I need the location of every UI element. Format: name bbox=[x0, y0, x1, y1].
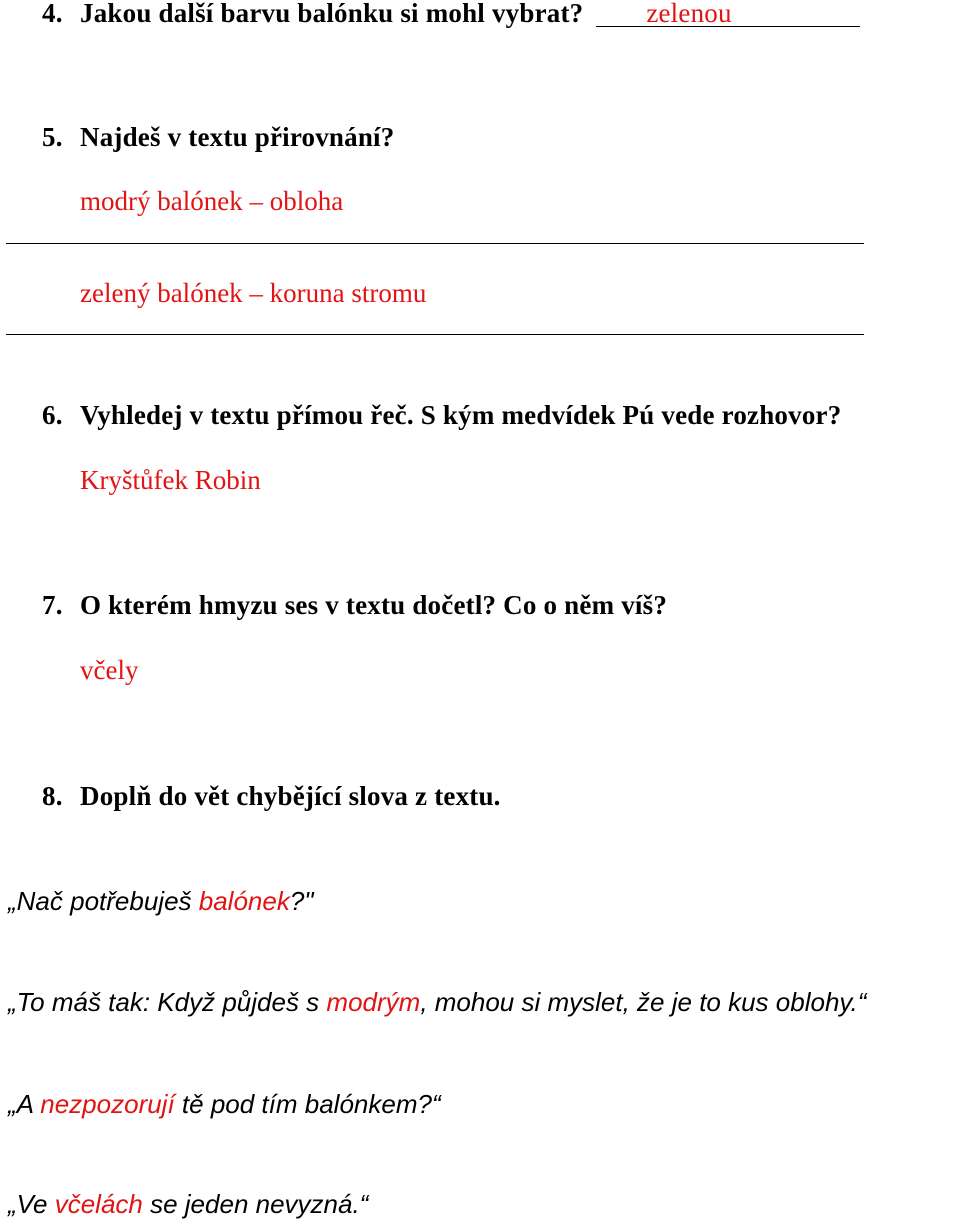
question-5 bbox=[42, 122, 394, 153]
question-number: 8. bbox=[42, 781, 63, 811]
question-number: 4. bbox=[42, 0, 63, 28]
question-number: 6. bbox=[42, 400, 63, 430]
question-text: Vyhledej v textu přímou řeč. S kým medvídek Pú vede rozhovor? bbox=[80, 400, 842, 430]
sentence-3 bbox=[8, 1089, 441, 1120]
question-6 bbox=[42, 400, 841, 431]
sentence-text: ?" bbox=[289, 886, 314, 916]
sentence-4 bbox=[8, 1189, 368, 1220]
answer-blank[interactable] bbox=[596, 0, 860, 27]
question-text: Doplň do vět chybějící slova z textu. bbox=[80, 781, 501, 811]
answer-line[interactable] bbox=[6, 334, 864, 335]
sentence-1 bbox=[8, 886, 314, 917]
question-text: O kterém hmyzu ses v textu dočetl? Co o něm víš? bbox=[80, 590, 668, 620]
answer-text: zelenou bbox=[646, 0, 732, 28]
sentence-text: , mohou si myslet, že je to kus oblohy.“ bbox=[420, 987, 867, 1017]
sentence-2 bbox=[8, 987, 866, 1018]
filled-word: modrým bbox=[326, 987, 421, 1017]
filled-word: nezpozorují bbox=[40, 1089, 175, 1119]
filled-word: včelách bbox=[54, 1189, 143, 1219]
sentence-text: „Ve bbox=[8, 1189, 55, 1219]
question-7 bbox=[42, 590, 667, 621]
filled-word: balónek bbox=[198, 886, 290, 916]
question-8 bbox=[42, 781, 501, 812]
answer-line[interactable] bbox=[6, 243, 864, 244]
sentence-text: „A bbox=[8, 1089, 41, 1119]
question-number: 5. bbox=[42, 122, 63, 152]
sentence-text: tě pod tím balónkem?“ bbox=[174, 1089, 441, 1119]
answer-2: zelený balónek – koruna stromu bbox=[80, 278, 427, 308]
answer: včely bbox=[80, 655, 139, 685]
answer: Kryštůfek Robin bbox=[80, 465, 261, 495]
sentence-text: „Nač potřebuješ bbox=[8, 886, 199, 916]
question-text: Najdeš v textu přirovnání? bbox=[80, 122, 395, 152]
answer-1: modrý balónek – obloha bbox=[80, 186, 344, 216]
question-text: Jakou další barvu balónku si mohl vybrat? bbox=[80, 0, 584, 28]
sentence-text: se jeden nevyzná.“ bbox=[142, 1189, 369, 1219]
question-4 bbox=[42, 0, 860, 29]
sentence-text: „To máš tak: Když půjdeš s bbox=[8, 987, 327, 1017]
question-number: 7. bbox=[42, 590, 63, 620]
